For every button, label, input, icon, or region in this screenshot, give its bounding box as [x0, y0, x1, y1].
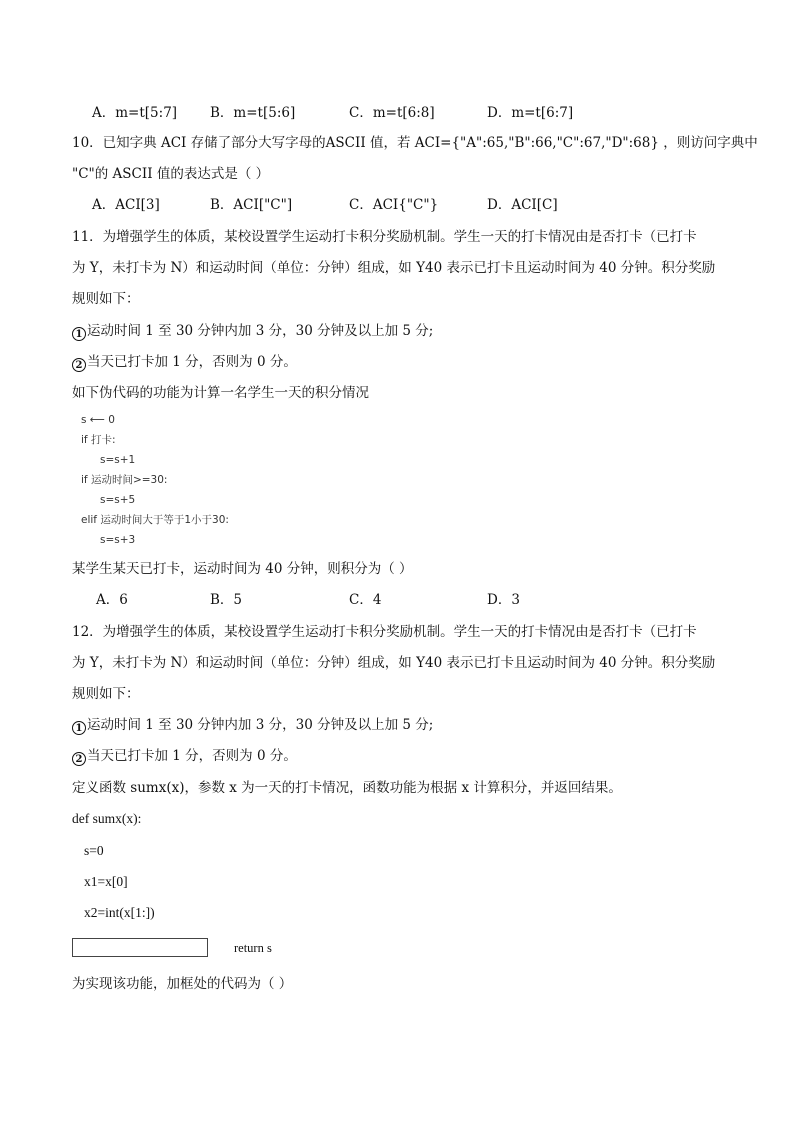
q12-stem-line3: 规则如下：	[72, 686, 140, 702]
circled-number-icon: 2	[72, 358, 86, 372]
circled-number-icon: 1	[72, 721, 86, 735]
python-code-line: def sumx(x):	[72, 811, 142, 826]
pseudocode-line: s=s+5	[100, 494, 136, 506]
q9-option-a: A．m=t[5:7]	[92, 105, 178, 121]
python-code-line: x1=x[0]	[84, 874, 128, 889]
q11-stem-line1: 11．为增强学生的体质，某校设置学生运动打卡积分奖励机制。学生一天的打卡情况由是否打卡（已打卡	[72, 229, 697, 245]
pseudocode-line: if 打卡:	[81, 434, 116, 446]
q9-option-c: C．m=t[6:8]	[349, 105, 435, 121]
q11-intro: 如下伪代码的功能为计算一名学生一天的积分情况	[72, 385, 369, 401]
circled-number-icon: 2	[72, 752, 86, 766]
q10-option-c: C．ACI{"C"}	[349, 197, 439, 213]
q11-stem-line2: 为 Y，未打卡为 N）和运动时间（单位：分钟）组成，如 Y40 表示已打卡且运动时间为 40 分钟。积分奖励	[72, 260, 716, 276]
q11-question: 某学生某天已打卡，运动时间为 40 分钟，则积分为（ ）	[72, 561, 413, 577]
q11-rule-2: 2 当天已打卡加 1 分，否则为 0 分。	[72, 352, 297, 372]
q9-option-d: D．m=t[6:7]	[487, 105, 574, 121]
python-code-return: return s	[234, 941, 272, 955]
answer-blank-box	[72, 938, 208, 957]
pseudocode-line: s ⟵ 0	[81, 414, 115, 426]
q11-rule-1: 1 运动时间 1 至 30 分钟内加 3 分，30 分钟及以上加 5 分;	[72, 321, 433, 341]
q11-stem-line3: 规则如下：	[72, 291, 140, 307]
python-code-line: s=0	[84, 843, 104, 858]
pseudocode-line: s=s+3	[100, 534, 136, 546]
q12-stem-line2: 为 Y，未打卡为 N）和运动时间（单位：分钟）组成，如 Y40 表示已打卡且运动时间为 40 分钟。积分奖励	[72, 655, 716, 671]
q12-question: 为实现该功能，加框处的代码为（ ）	[72, 976, 293, 992]
q10-stem-line2: "C"的 ASCII 值的表达式是（ ）	[72, 166, 270, 182]
q12-stem-line1: 12．为增强学生的体质，某校设置学生运动打卡积分奖励机制。学生一天的打卡情况由是否打卡（已打卡	[72, 624, 697, 640]
q11-option-d: D．3	[487, 592, 520, 608]
q11-option-a: A．6	[96, 592, 128, 608]
q11-option-c: C．4	[349, 592, 382, 608]
q10-stem-line1: 10．已知字典 ACI 存储了部分大写字母的ASCII 值，若 ACI={"A":65,"B":66,"C":67,"D":68} ，则访问字典中	[72, 135, 758, 151]
q11-option-b: B．5	[210, 592, 243, 608]
q9-option-b: B．m=t[5:6]	[210, 105, 296, 121]
q10-option-d: D．ACI[C]	[487, 197, 558, 213]
pseudocode-line: s=s+1	[100, 454, 136, 466]
q12-rule-1: 1 运动时间 1 至 30 分钟内加 3 分，30 分钟及以上加 5 分;	[72, 715, 433, 735]
q12-rule-2: 2 当天已打卡加 1 分，否则为 0 分。	[72, 746, 297, 766]
circled-number-icon: 1	[72, 327, 86, 341]
q10-option-a: A．ACI[3]	[92, 197, 160, 213]
python-code-line: x2=int(x[1:])	[84, 905, 155, 920]
q10-option-b: B．ACI["C"]	[210, 197, 293, 213]
pseudocode-line: elif 运动时间大于等于1小于30:	[81, 514, 229, 526]
q12-define: 定义函数 sumx(x)，参数 x 为一天的打卡情况，函数功能为根据 x 计算积分，并返回结果。	[72, 780, 622, 796]
pseudocode-line: if 运动时间>=30:	[81, 474, 168, 486]
